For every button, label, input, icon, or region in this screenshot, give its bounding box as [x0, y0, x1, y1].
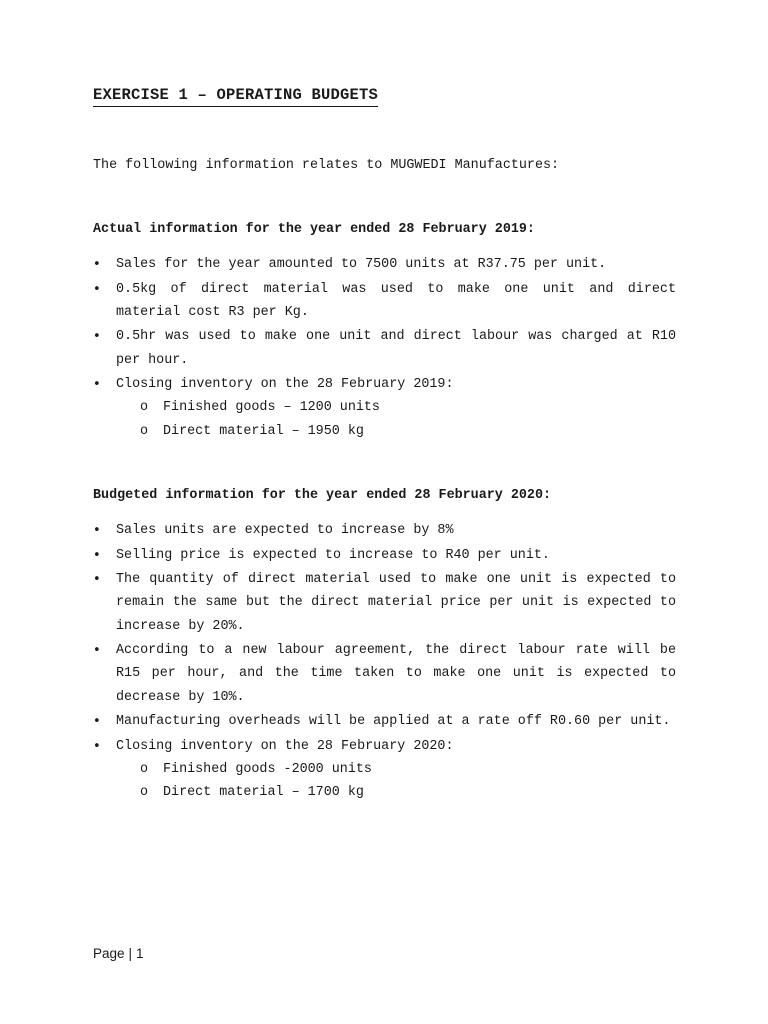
sublist	[116, 396, 676, 442]
actual-list	[93, 253, 676, 444]
list-item: • Manufacturing overheads will be applied at a rate off R0.60 per unit.	[93, 710, 676, 733]
page-footer	[93, 946, 144, 961]
page-title: EXERCISE 1 – OPERATING BUDGETS	[93, 86, 378, 107]
list-item-text: Closing inventory on the 28 February 2020:	[116, 738, 454, 754]
sublist-item: o Direct material – 1700 kg	[116, 781, 676, 804]
budget-list	[93, 519, 676, 806]
sublist-item: o Finished goods -2000 units	[116, 758, 676, 781]
page-number: 1	[136, 946, 144, 961]
page-label: Page	[93, 946, 125, 961]
list-item: • Selling price is expected to increase to R40 per unit.	[93, 544, 676, 567]
list-item: • 0.5hr was used to make one unit and direct labour was charged at R10 per hour.	[93, 325, 676, 371]
list-item	[93, 735, 676, 805]
list-item: • Sales units are expected to increase by 8%	[93, 519, 676, 542]
sublist	[116, 758, 676, 804]
list-item	[93, 373, 676, 443]
list-item: • The quantity of direct material used to make one unit is expected to remain the same but the direct material price per unit is expected to increase by 20%.	[93, 568, 676, 638]
page-separator: |	[128, 946, 133, 961]
sublist-item: o Finished goods – 1200 units	[116, 396, 676, 419]
actual-heading: Actual information for the year ended 28 February 2019:	[93, 222, 535, 237]
budget-heading: Budgeted information for the year ended 28 February 2020:	[93, 488, 552, 503]
list-item-text: Closing inventory on the 28 February 2019:	[116, 377, 454, 393]
list-item: • According to a new labour agreement, the direct labour rate will be R15 per hour, and the time taken to make one unit is expected to decrease by 10%.	[93, 639, 676, 709]
intro-text: The following information relates to MUGWEDI Manufactures:	[93, 158, 560, 173]
sublist-item: o Direct material – 1950 kg	[116, 420, 676, 443]
list-item: • Sales for the year amounted to 7500 units at R37.75 per unit.	[93, 253, 676, 276]
list-item: • 0.5kg of direct material was used to make one unit and direct material cost R3 per Kg.	[93, 278, 676, 324]
